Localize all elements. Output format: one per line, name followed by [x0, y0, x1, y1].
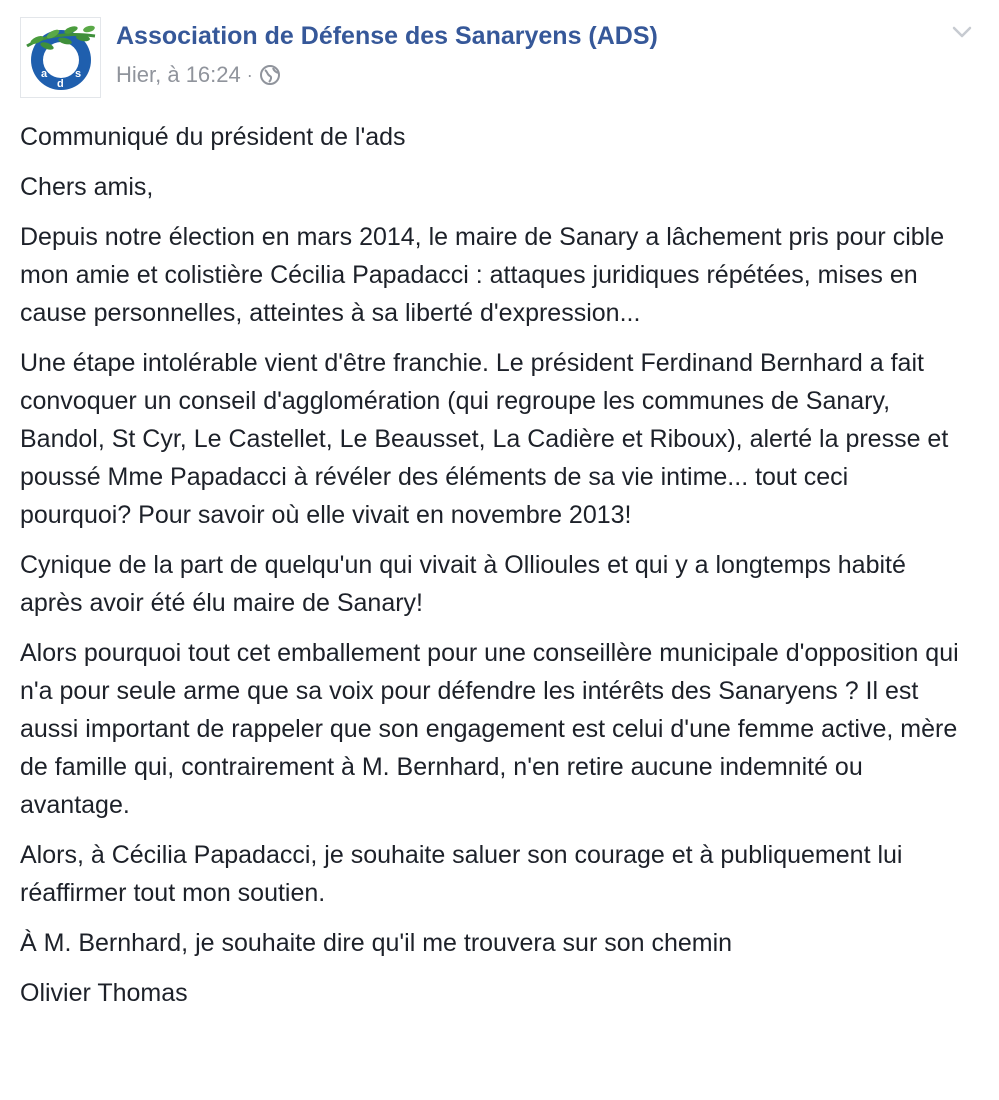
post-paragraph: Depuis notre élection en mars 2014, le maire de Sanary a lâchement pris pour cible mon amie et colistière Cécilia Papadacci : attaques juridiques répétées, mises en cause personnelles, atteintes à sa liberté d'expression... — [20, 223, 945, 327]
post-paragraph: Une étape intolérable vient d'être franchie. Le président Ferdinand Bernhard a fait convoquer un conseil d'agglomération (qui regroupe les communes de Sanary, Bandol, St Cyr, Le Castellet, Le Beausset, La Cadière et Riboux), alerté la presse et poussé Mme Papadacci à révéler des éléments de sa vie intime... tout ceci pourquoi? Pour savoir où elle vivait en novembre 2013! — [20, 349, 949, 529]
avatar-letter-d: d — [56, 77, 64, 90]
post-paragraph: Cynique de la part de quelqu'un qui vivait à Ollioules et qui y a longtemps habité après avoir été élu maire de Sanary! — [20, 551, 906, 617]
globe-icon[interactable] — [259, 64, 281, 86]
post-timestamp[interactable]: Hier, à 16:24 — [116, 62, 241, 87]
post-paragraph: À M. Bernhard, je souhaite dire qu'il me trouvera sur son chemin — [20, 929, 733, 957]
avatar-letter-s: s — [74, 67, 81, 80]
chevron-down-icon[interactable] — [948, 18, 976, 46]
avatar-letter-a: a — [40, 67, 47, 80]
post-paragraph: Chers amis, — [20, 173, 154, 201]
meta-separator: · — [246, 64, 253, 85]
post-paragraph: Alors, à Cécilia Papadacci, je souhaite saluer son courage et à publiquement lui réaffirmer tout mon soutien. — [20, 841, 903, 907]
post-paragraph: Alors pourquoi tout cet emballement pour une conseillère municipale d'opposition qui n'a pour seule arme que sa voix pour défendre les intérêts des Sanaryens ? Il est aussi important de rappeler que son engagement est celui d'une femme active, mère de famille qui, contrairement à M. Bernhard, n'en retire aucune indemnité ou avantage. — [20, 639, 959, 819]
avatar[interactable] — [20, 17, 101, 98]
post-body — [20, 118, 980, 1024]
post-meta — [116, 62, 281, 88]
ads-logo-icon — [23, 20, 99, 96]
post-author-name[interactable]: Association de Défense des Sanaryens (ADS) — [116, 22, 658, 50]
post-paragraph: Communiqué du président de l'ads — [20, 123, 406, 151]
post-signature: Olivier Thomas — [20, 979, 188, 1007]
